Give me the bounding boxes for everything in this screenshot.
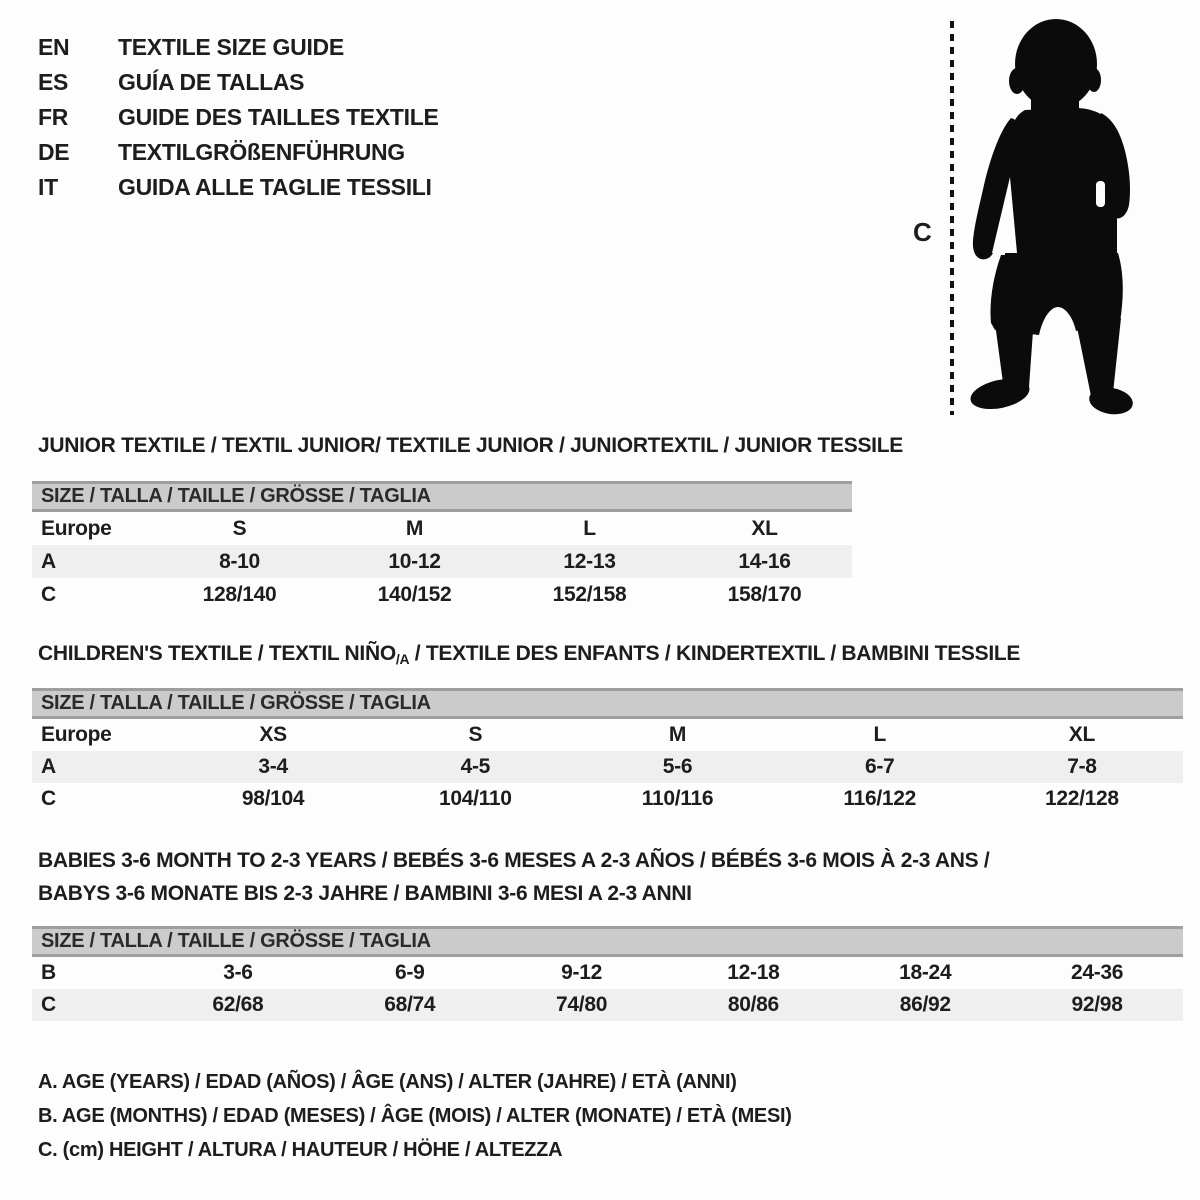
- size-cell: M: [668, 723, 687, 746]
- height-cell: 140/152: [377, 582, 452, 606]
- language-label: TEXTILE SIZE GUIDE: [118, 34, 344, 60]
- language-row-en: [38, 30, 439, 65]
- junior-size-table: [32, 481, 852, 611]
- age-cell: 18-24: [899, 961, 952, 984]
- row-label: A: [41, 755, 56, 778]
- table-row-europe: [32, 719, 1183, 751]
- size-cell: S: [468, 723, 483, 746]
- age-cell: 9-12: [561, 961, 602, 984]
- junior-section-title: JUNIOR TEXTILE / TEXTIL JUNIOR/ TEXTILE JUNIOR / JUNIORTEXTIL / JUNIOR TESSILE: [38, 434, 903, 457]
- size-header-text: SIZE / TALLA / TAILLE / GRÖSSE / TAGLIA: [41, 485, 431, 507]
- row-label: A: [41, 549, 56, 573]
- row-label: Europe: [41, 516, 112, 540]
- language-label: GUÍA DE TALLAS: [118, 69, 305, 95]
- size-header-bar: [32, 481, 852, 512]
- language-row-it: [38, 170, 439, 205]
- language-title-block: [38, 30, 439, 205]
- age-cell: 8-10: [219, 549, 260, 573]
- children-title-after: / TEXTILE DES ENFANTS / KINDERTEXTIL / BAMBINI TESSILE: [409, 642, 1021, 665]
- table-row-c: [32, 783, 1183, 815]
- language-code: EN: [38, 34, 70, 60]
- size-cell: S: [232, 516, 247, 540]
- height-cell: 158/170: [727, 582, 802, 606]
- height-cell: 116/122: [843, 787, 917, 810]
- age-cell: 14-16: [738, 549, 791, 573]
- age-cell: 12-13: [563, 549, 616, 573]
- height-cell: 86/92: [899, 993, 951, 1016]
- table-row-b: [32, 957, 1183, 989]
- height-cell: 104/110: [438, 787, 512, 810]
- size-cell: L: [583, 516, 596, 540]
- height-cell: 98/104: [241, 787, 305, 810]
- age-cell: 7-8: [1067, 755, 1097, 778]
- height-cell: 122/128: [1045, 787, 1119, 810]
- table-row-a: [32, 751, 1183, 783]
- table-row-c: [32, 578, 852, 611]
- row-label: B: [41, 961, 56, 984]
- language-code: ES: [38, 69, 69, 95]
- age-cell: 3-6: [223, 961, 253, 984]
- language-label: GUIDA ALLE TAGLIE TESSILI: [118, 174, 432, 200]
- language-label: TEXTILGRÖßENFÜHRUNG: [118, 139, 405, 165]
- size-header-bar: [32, 926, 1183, 957]
- age-cell: 3-4: [258, 755, 288, 778]
- height-cell: 68/74: [384, 993, 436, 1016]
- footnote-b: B. AGE (MONTHS) / EDAD (MESES) / ÂGE (MOIS) / ALTER (MONATE) / ETÀ (MESI): [38, 1105, 792, 1127]
- babies-section-title-line1: BABIES 3-6 MONTH TO 2-3 YEARS / BEBÉS 3-6 MESES A 2-3 AÑOS / BÉBÉS 3-6 MOIS À 2-3 ANS /: [38, 849, 990, 872]
- language-row-de: [38, 135, 439, 170]
- children-section-title: [38, 642, 1020, 667]
- table-row-c: [32, 989, 1183, 1021]
- toddler-silhouette-figure: [905, 15, 1150, 420]
- language-label: GUIDE DES TAILLES TEXTILE: [118, 104, 439, 130]
- babies-section-title-line2: BABYS 3-6 MONATE BIS 2-3 JAHRE / BAMBINI 3-6 MESI A 2-3 ANNI: [38, 882, 692, 905]
- age-cell: 12-18: [727, 961, 780, 984]
- size-cell: XS: [259, 723, 287, 746]
- size-header-text: SIZE / TALLA / TAILLE / GRÖSSE / TAGLIA: [41, 930, 431, 952]
- height-cell: 128/140: [202, 582, 277, 606]
- children-title-sub: /A: [395, 651, 410, 667]
- size-cell: M: [405, 516, 424, 540]
- size-header-text: SIZE / TALLA / TAILLE / GRÖSSE / TAGLIA: [41, 692, 431, 714]
- height-cell: 62/68: [212, 993, 264, 1016]
- babies-size-table: [32, 926, 1183, 1021]
- age-cell: 5-6: [662, 755, 693, 778]
- language-code: IT: [38, 174, 58, 200]
- row-label: C: [41, 787, 56, 810]
- footnotes-block: [38, 1071, 792, 1173]
- row-label: Europe: [41, 723, 112, 746]
- age-cell: 24-36: [1070, 961, 1124, 984]
- table-row-a: [32, 545, 852, 578]
- row-label: C: [41, 993, 56, 1016]
- size-header-bar: [32, 688, 1183, 719]
- toddler-silhouette: [968, 19, 1135, 417]
- children-size-table: [32, 688, 1183, 815]
- age-cell: 10-12: [388, 549, 441, 573]
- height-cell: 110/116: [641, 787, 714, 810]
- age-cell: 4-5: [460, 755, 491, 778]
- table-row-europe: [32, 512, 852, 545]
- height-cell: 152/158: [552, 582, 627, 606]
- height-label-c: C: [913, 217, 932, 247]
- height-cell: 92/98: [1071, 993, 1123, 1016]
- language-code: DE: [38, 139, 70, 165]
- language-code: FR: [38, 104, 69, 130]
- footnote-c: C. (cm) HEIGHT / ALTURA / HAUTEUR / HÖHE / ALTEZZA: [38, 1139, 563, 1161]
- language-row-fr: [38, 100, 439, 135]
- size-cell: XL: [1068, 723, 1096, 746]
- age-cell: 6-7: [864, 755, 895, 778]
- row-label: C: [41, 582, 56, 606]
- footnote-a: A. AGE (YEARS) / EDAD (AÑOS) / ÂGE (ANS) / ALTER (JAHRE) / ETÀ (ANNI): [38, 1071, 737, 1093]
- size-cell: XL: [751, 516, 778, 540]
- height-cell: 74/80: [556, 993, 608, 1016]
- language-row-es: [38, 65, 439, 100]
- children-title-before: CHILDREN'S TEXTILE / TEXTIL NIÑO: [38, 642, 396, 665]
- size-cell: L: [873, 723, 886, 746]
- height-cell: 80/86: [727, 993, 779, 1016]
- age-cell: 6-9: [395, 961, 425, 984]
